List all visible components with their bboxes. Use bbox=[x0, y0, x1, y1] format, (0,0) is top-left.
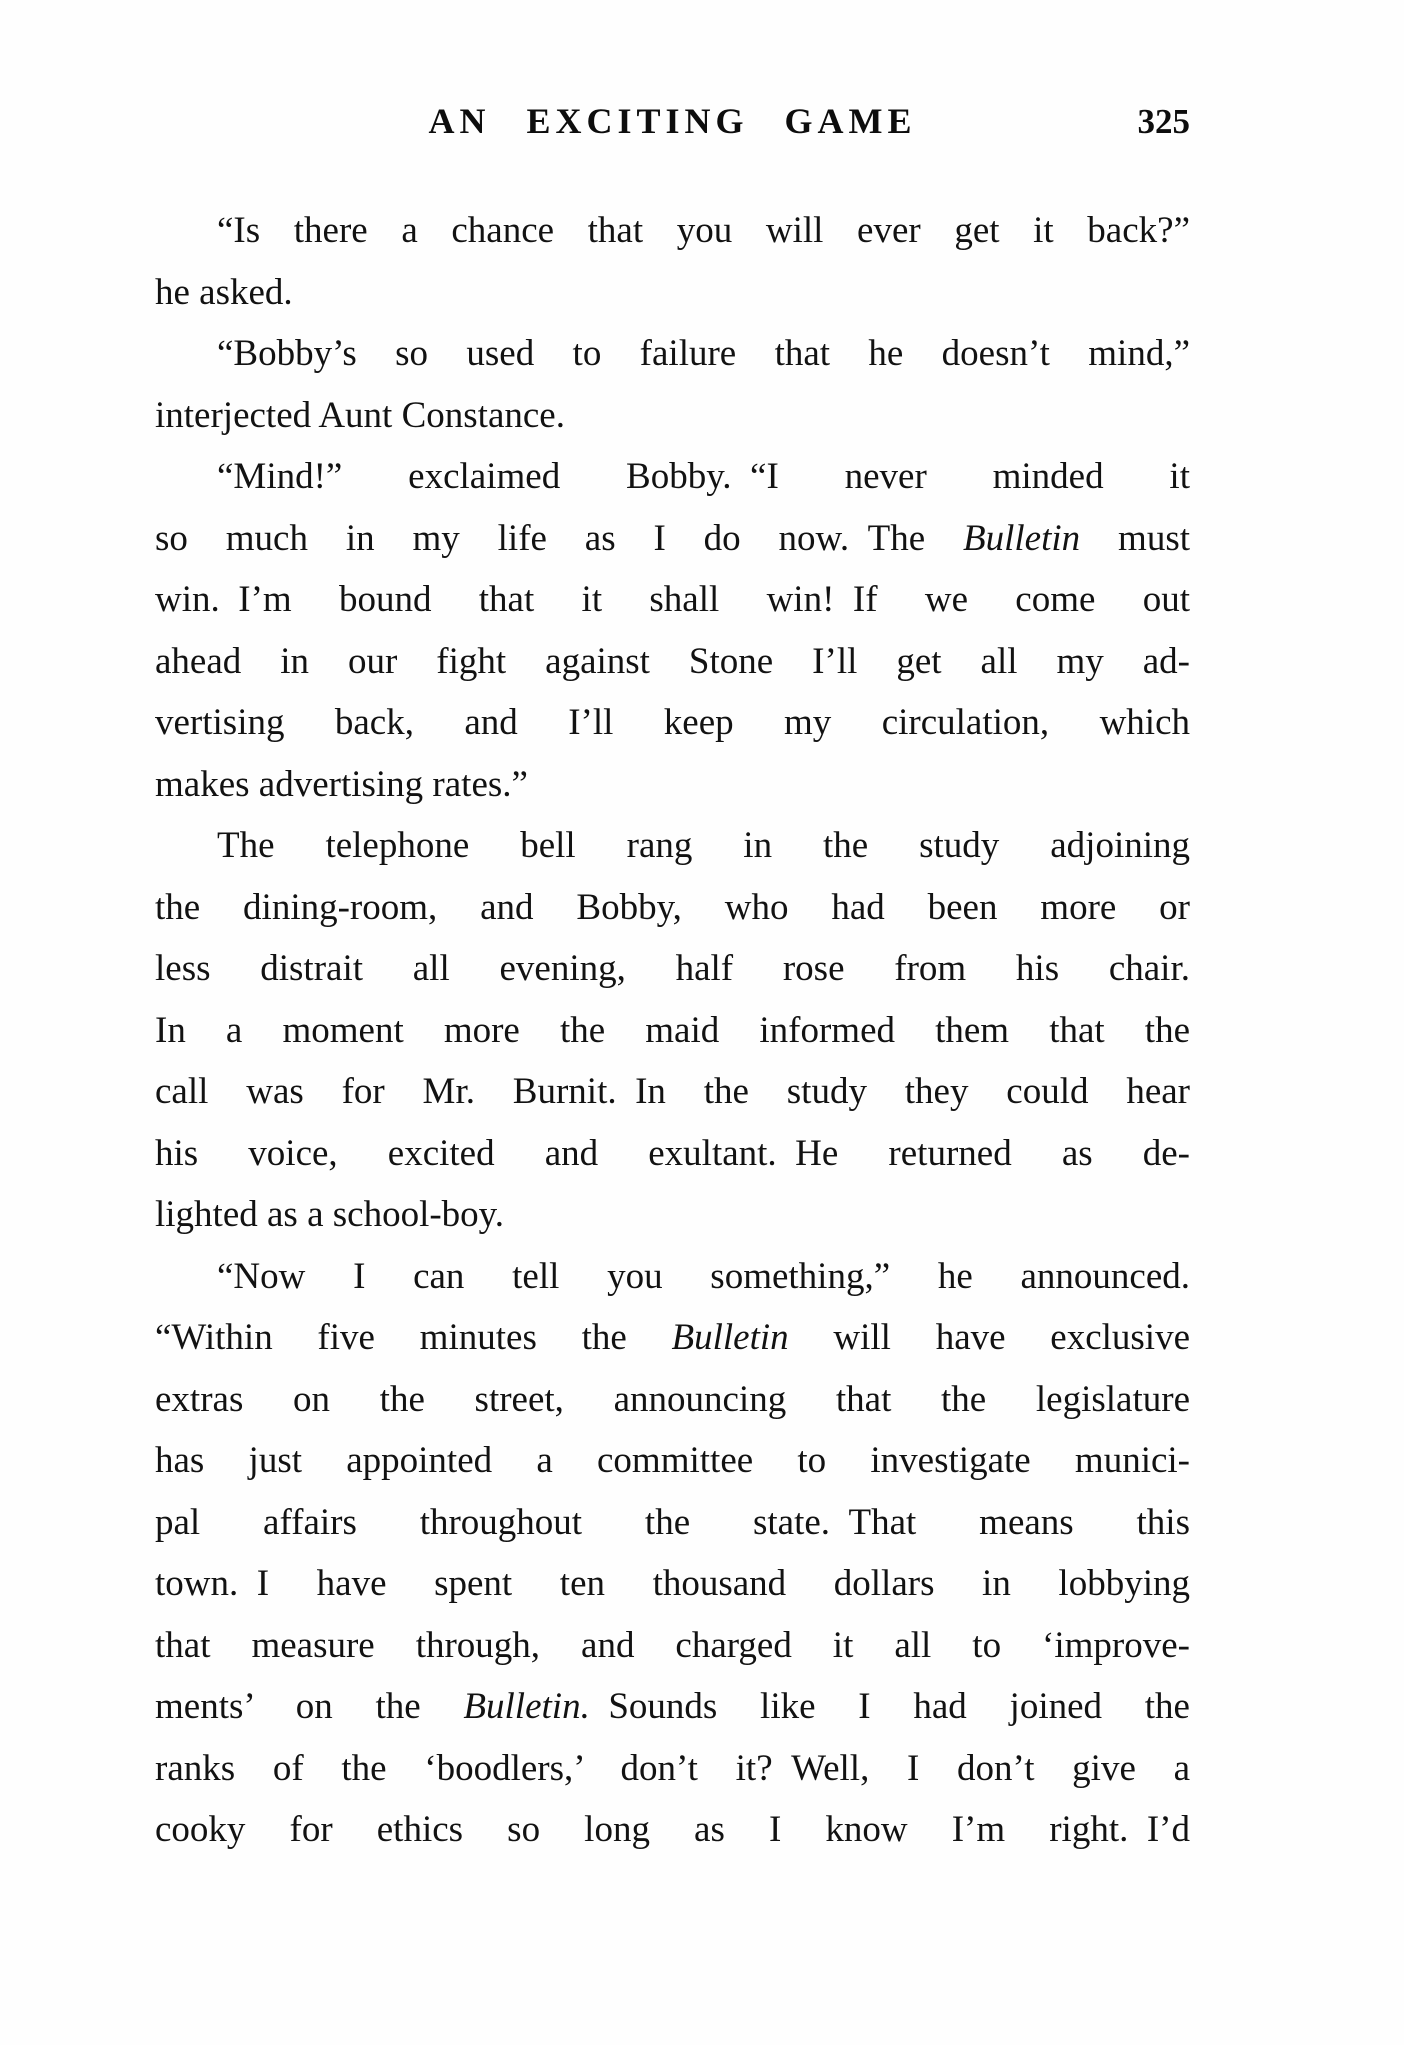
text-segment: that measure through, and charged it all to ‘improve- bbox=[155, 1624, 1190, 1666]
text-segment: ahead in our fight against Stone I’ll get all my ad- bbox=[155, 640, 1190, 682]
text-segment: Sounds like I had joined the bbox=[589, 1686, 1190, 1727]
text-segment: pal affairs throughout the state. That means this bbox=[155, 1501, 1190, 1543]
text-segment: win. I’m bound that it shall win! If we come out bbox=[155, 579, 1190, 620]
text-segment: lighted as a school-boy. bbox=[155, 1194, 505, 1235]
text-segment: extras on the street, announcing that the legislature bbox=[155, 1378, 1190, 1420]
text-segment: “Within five minutes the bbox=[155, 1317, 672, 1358]
text-line bbox=[155, 938, 1190, 1000]
text-segment: “Now I can tell you something,” he announced. bbox=[217, 1255, 1190, 1297]
italic-text: Bulletin. bbox=[463, 1686, 590, 1727]
text-line bbox=[155, 1307, 1190, 1369]
text-line bbox=[155, 754, 1190, 816]
text-line bbox=[155, 631, 1190, 693]
text-segment: In a moment more the maid informed them that the bbox=[155, 1009, 1190, 1051]
text-line bbox=[155, 200, 1190, 262]
text-segment: “Bobby’s so used to failure that he doesn’t mind,” bbox=[217, 333, 1190, 374]
text-line bbox=[155, 1553, 1190, 1615]
text-segment: his voice, excited and exultant. He returned as de- bbox=[155, 1132, 1190, 1174]
text-line bbox=[155, 569, 1190, 631]
text-line bbox=[155, 815, 1190, 877]
text-line bbox=[155, 877, 1190, 939]
text-line bbox=[155, 1799, 1190, 1861]
text-line bbox=[155, 1123, 1190, 1185]
text-segment: interjected Aunt Constance. bbox=[155, 394, 565, 436]
text-line bbox=[155, 1615, 1190, 1677]
italic-text: Bulletin bbox=[963, 517, 1081, 559]
page-number: 325 bbox=[1137, 102, 1190, 141]
chapter-title: AN EXCITING GAME bbox=[428, 101, 917, 141]
text-segment: ments’ on the bbox=[155, 1686, 464, 1727]
text-segment: The telephone bell rang in the study adjoining bbox=[217, 825, 1190, 866]
text-line bbox=[155, 385, 1190, 447]
text-line bbox=[155, 1738, 1190, 1800]
body-text bbox=[155, 200, 1190, 1861]
text-segment: call was for Mr. Burnit. In the study they could hear bbox=[155, 1071, 1190, 1112]
text-line bbox=[155, 692, 1190, 754]
text-line bbox=[155, 1369, 1190, 1431]
text-line bbox=[155, 446, 1190, 508]
text-segment: “Mind!” exclaimed Bobby. “I never minded it bbox=[217, 456, 1190, 497]
text-segment: less distrait all evening, half rose from his chair. bbox=[155, 948, 1190, 989]
running-header bbox=[155, 100, 1190, 150]
text-line bbox=[155, 1676, 1190, 1738]
text-line bbox=[155, 1000, 1190, 1062]
text-segment: the dining-room, and Bobby, who had been more or bbox=[155, 886, 1190, 928]
text-line bbox=[155, 1430, 1190, 1492]
text-line bbox=[155, 508, 1190, 570]
text-line bbox=[155, 1061, 1190, 1123]
text-line bbox=[155, 1246, 1190, 1308]
text-segment: vertising back, and I’ll keep my circulation, which bbox=[155, 702, 1190, 743]
text-segment: so much in my life as I do now. The bbox=[155, 517, 964, 559]
text-segment: ranks of the ‘boodlers,’ don’t it? Well, I don’t give a bbox=[155, 1747, 1190, 1789]
text-segment: must bbox=[1080, 517, 1190, 559]
text-segment: town. I have spent ten thousand dollars in lobbying bbox=[155, 1563, 1190, 1604]
text-segment: cooky for ethics so long as I know I’m right. I’d bbox=[155, 1809, 1190, 1850]
text-line bbox=[155, 1184, 1190, 1246]
text-segment: makes advertising rates.” bbox=[155, 763, 528, 805]
text-segment: has just appointed a committee to investigate munici- bbox=[155, 1440, 1190, 1481]
text-segment: he asked. bbox=[155, 271, 293, 313]
text-line bbox=[155, 1492, 1190, 1554]
text-segment: “Is there a chance that you will ever get it back?” bbox=[217, 210, 1190, 251]
text-line bbox=[155, 323, 1190, 385]
text-segment: will have exclusive bbox=[788, 1317, 1190, 1358]
text-line bbox=[155, 262, 1190, 324]
italic-text: Bulletin bbox=[671, 1317, 789, 1358]
